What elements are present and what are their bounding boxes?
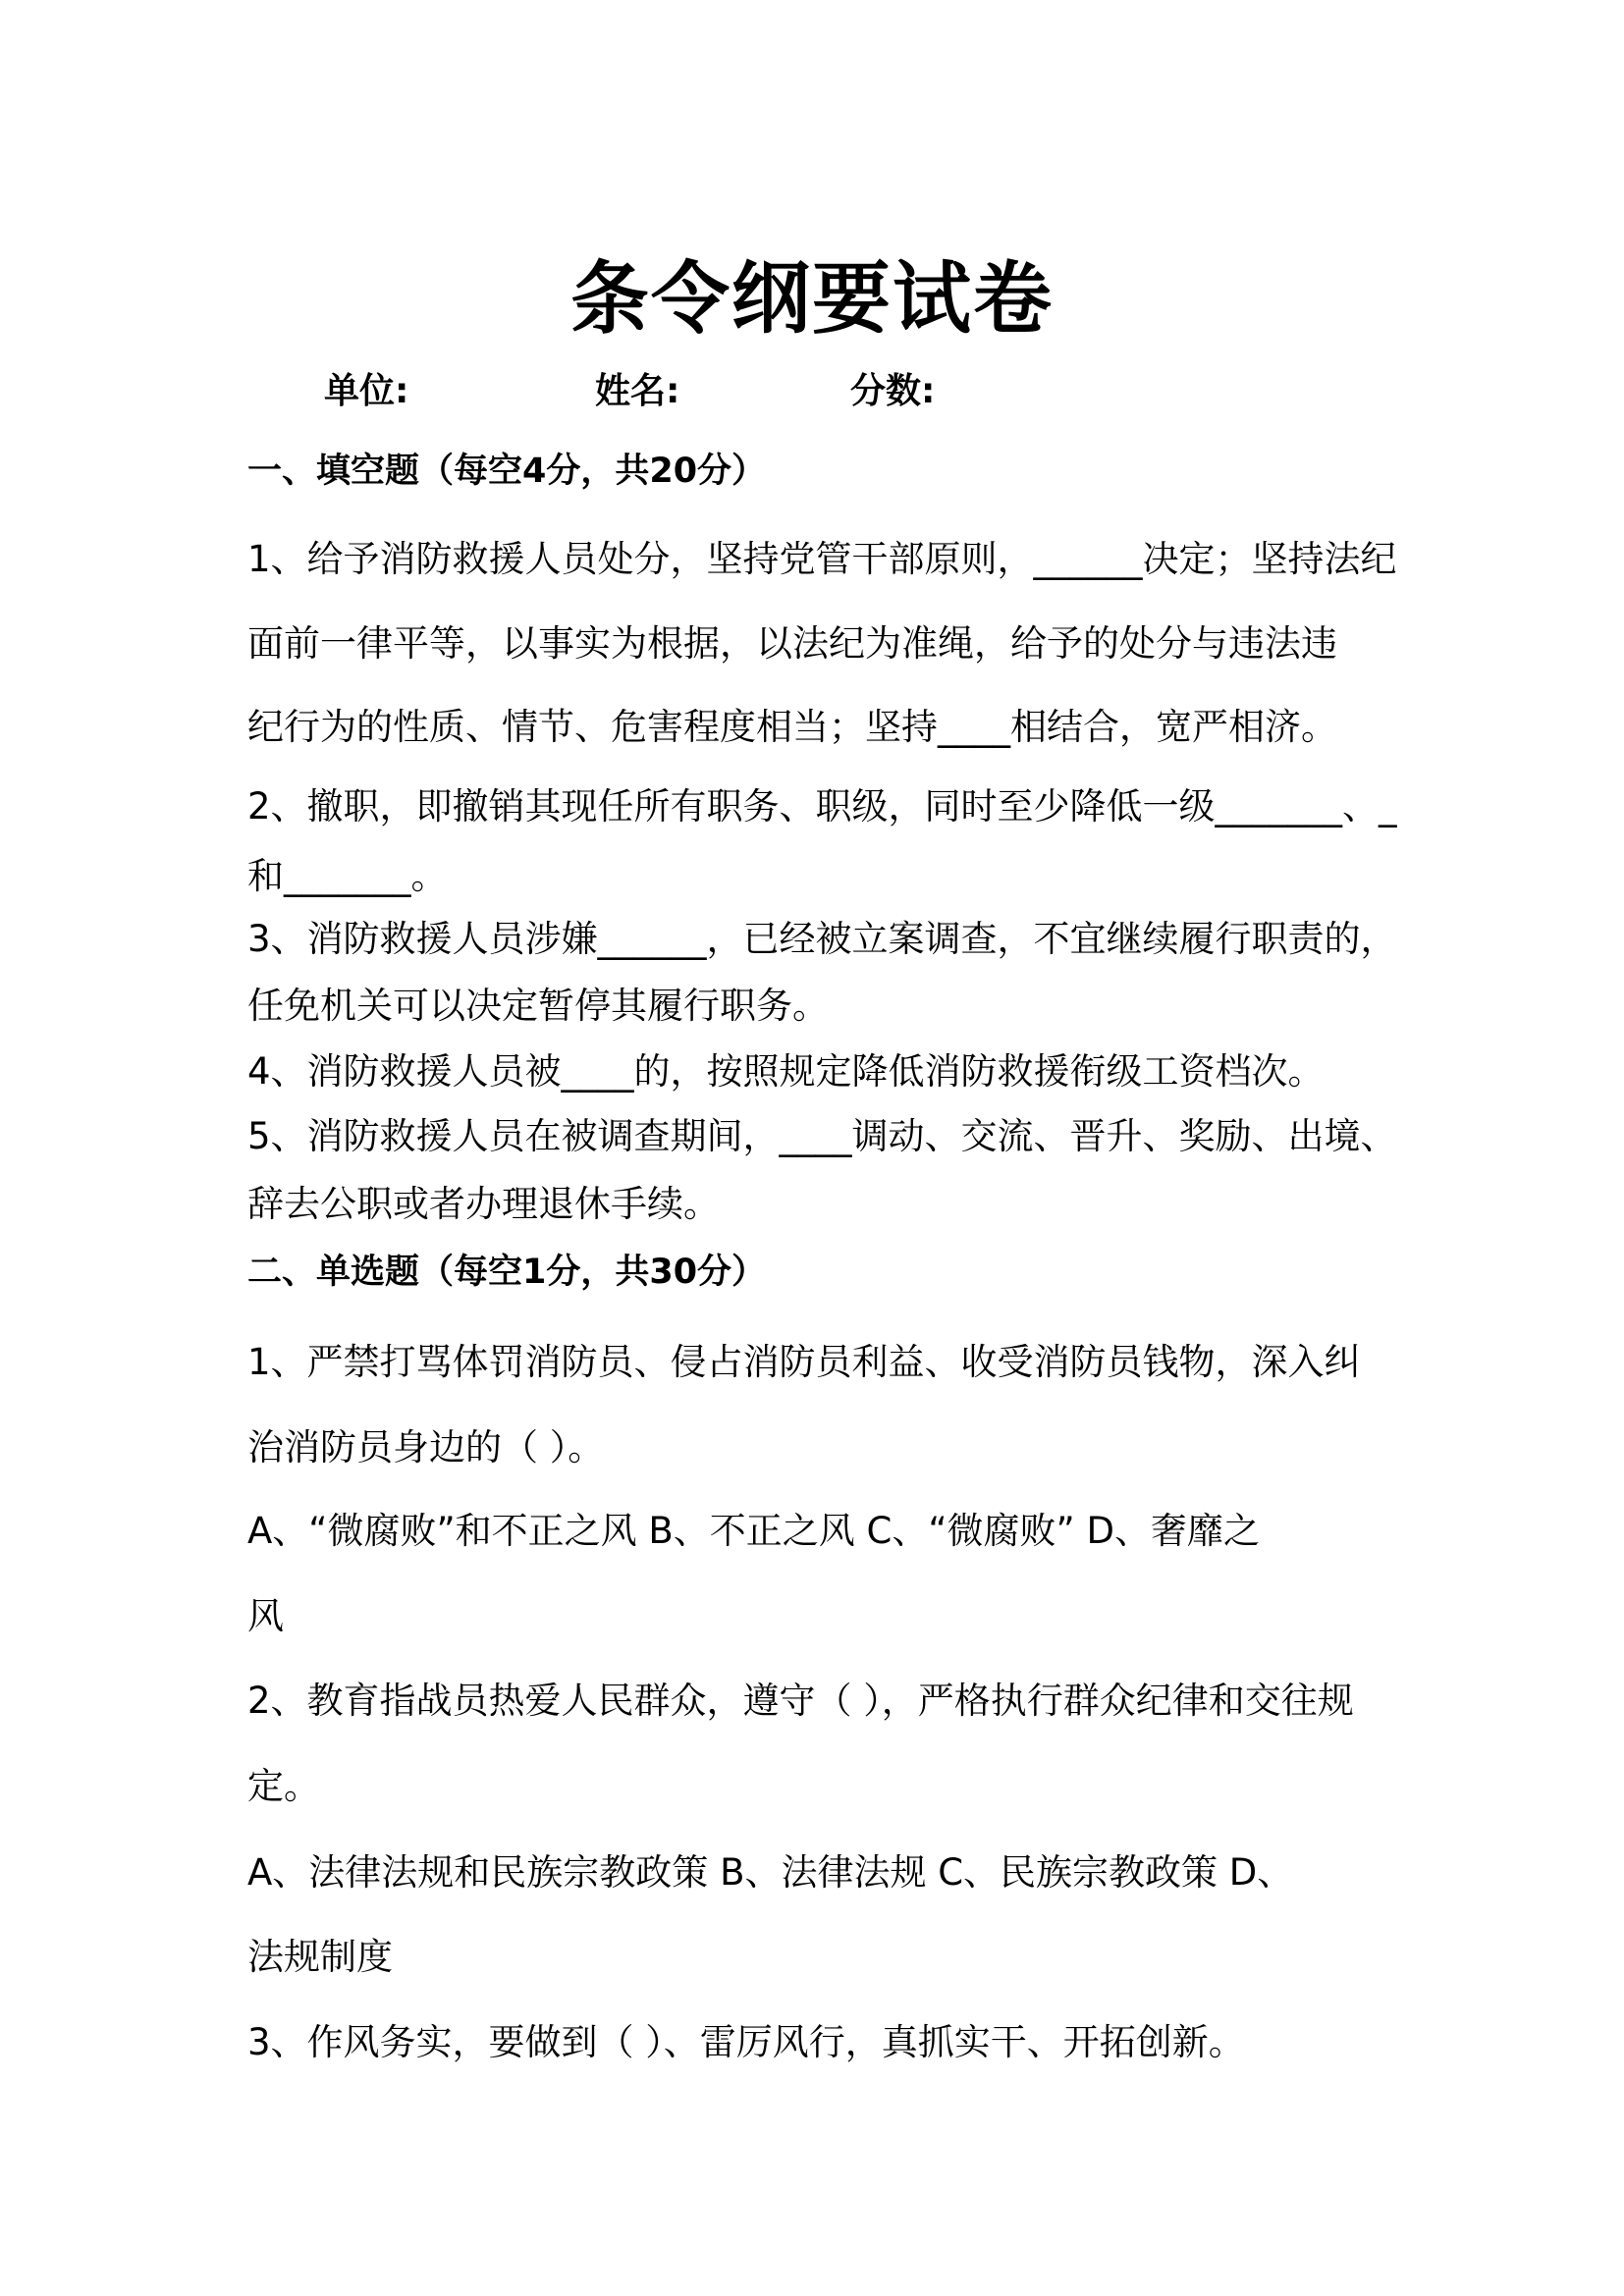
section-heading-single-choice: 二、单选题（每空1分，共30分） [247,1253,767,1292]
question-line: 辞去公职或者办理退休手续。 [247,1183,720,1225]
question-line: 治消防员身边的（ ）。 [247,1426,605,1468]
option-line: A、法律法规和民族宗教政策 B、法律法规 C、民族宗教政策 D、 [247,1851,1294,1894]
question-line: 4、消防救援人员被____的，按照规定降低消防救援衔级工资档次。 [247,1050,1325,1093]
name-field-label: 姓名: [595,371,680,411]
question-line: 纪行为的性质、情节、危害程度相当；坚持____相结合，宽严相济。 [247,706,1337,748]
question-line: 和_______。 [247,855,448,897]
option-line: 法规制度 [247,1936,393,1978]
unit-field-label: 单位: [324,371,409,411]
score-field-label: 分数: [850,371,936,411]
question-line: 定。 [247,1765,320,1807]
question-line: 2、撤职，即撤销其现任所有职务、职级，同时至少降低一级_______、_ [247,785,1397,828]
option-line: 风 [247,1595,284,1637]
question-line: 3、作风务实，要做到（ ）、雷厉风行，真抓实干、开拓创新。 [247,2021,1245,2063]
question-line: 3、消防救援人员涉嫌______，已经被立案调查，不宜继续履行职责的， [247,918,1397,960]
question-line: 5、消防救援人员在被调查期间，____调动、交流、晋升、奖励、出境、 [247,1115,1397,1157]
question-line: 2、教育指战员热爱人民群众，遵守（ ），严格执行群众纪律和交往规 [247,1680,1354,1722]
page-title: 条令纲要试卷 [570,253,1054,345]
question-line: 任免机关可以决定暂停其履行职务。 [247,985,829,1027]
question-line: 1、给予消防救援人员处分，坚持党管干部原则，______决定；坚持法纪 [247,538,1397,580]
section-heading-fill-in: 一、填空题（每空4分，共20分） [247,452,767,491]
question-line: 面前一律平等，以事实为根据，以法纪为准绳，给予的处分与违法违 [247,622,1337,665]
option-line: A、“微腐败”和不正之风 B、不正之风 C、“微腐败” D、奢靡之 [247,1510,1260,1552]
question-line: 1、严禁打骂体罚消防员、侵占消防员利益、收受消防员钱物，深入纠 [247,1341,1361,1383]
